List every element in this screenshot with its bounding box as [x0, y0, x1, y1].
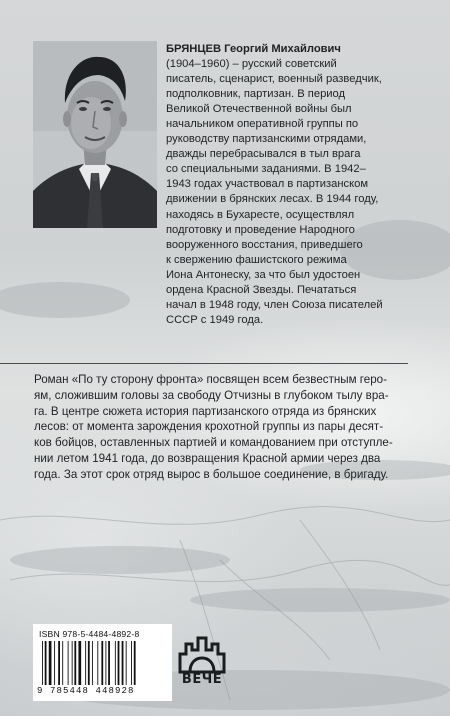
- author-bio: [166, 42, 416, 328]
- publisher-name: ВЕЧЕ: [181, 672, 223, 687]
- author-bio-line: (1904–1960) – русский советский: [166, 58, 337, 71]
- author-bio-line: ордена Красной Звезды. Печататься: [166, 283, 357, 296]
- author-portrait: [33, 41, 157, 228]
- annotation-line: Роман «По ту сторону фронта» посвящен всем безвестным геро-: [34, 373, 387, 386]
- author-bio-line: дважды перебрасывался в тыл врага: [166, 148, 361, 161]
- author-bio-line: писатель, сценарист, военный разведчик,: [166, 73, 382, 86]
- author-bio-line: к свержению фашистского режима: [166, 253, 347, 266]
- author-bio-line: 1943 годах участвовал в партизанском: [166, 178, 369, 191]
- book-annotation: [34, 372, 406, 483]
- author-bio-line-1: [166, 42, 416, 57]
- annotation-line: га. В центре сюжета история партизанского отряда из брянских: [34, 404, 377, 418]
- annotation-line: года. За этот срок отряд вырос в большое соединение, в бригаду.: [34, 467, 389, 481]
- publisher-logo: [176, 632, 228, 694]
- barcode-block: [33, 624, 172, 701]
- isbn-label: ISBN 978-5-4484-4892-8: [39, 629, 140, 639]
- author-bio-line: СССР с 1949 года.: [166, 313, 264, 326]
- author-bio-line: подполковник, партизан. В период: [166, 88, 346, 101]
- author-bio-line: руководству партизанскими отрядами,: [166, 133, 367, 146]
- author-photo-image: [33, 41, 157, 228]
- annotation-line: ям, сложившим головы за свободу Отчизны в глубоком тылу вра-: [34, 388, 389, 402]
- author-bio-line: подготовку и проведение Народного: [166, 223, 355, 236]
- barcode-digits: 9 785448 448928: [37, 686, 135, 696]
- annotation-line: ков бойцов, оставленных партией и командованием при отступле-: [34, 436, 393, 450]
- section-divider: [0, 363, 408, 364]
- publisher-tower-icon: [176, 632, 228, 674]
- author-bio-line: Иона Антонеску, за что был удостоен: [166, 268, 361, 281]
- author-bio-line: находясь в Бухаресте, осуществлял: [166, 208, 355, 221]
- author-bio-line: вооруженного восстания, приведшего: [166, 238, 363, 251]
- barcode-bars: [41, 641, 165, 685]
- author-bio-line: начальником оперативной группы по: [166, 118, 359, 131]
- annotation-line: лесов: от момента зарождения крохотной группы из пары десят-: [34, 420, 384, 434]
- annotation-line: нии летом 1941 года, до возвращения Красной армии через два: [34, 451, 381, 465]
- author-bio-line: со специальными заданиями. В 1942–: [166, 163, 366, 176]
- author-bio-line: Великой Отечественной войны был: [166, 103, 352, 116]
- author-bio-line: начал в 1948 году, член Союза писателей: [166, 298, 383, 311]
- author-name: БРЯНЦЕВ Георгий Михайлович: [166, 43, 341, 55]
- author-bio-line: движении в брянских лесах. В 1944 году,: [166, 193, 379, 206]
